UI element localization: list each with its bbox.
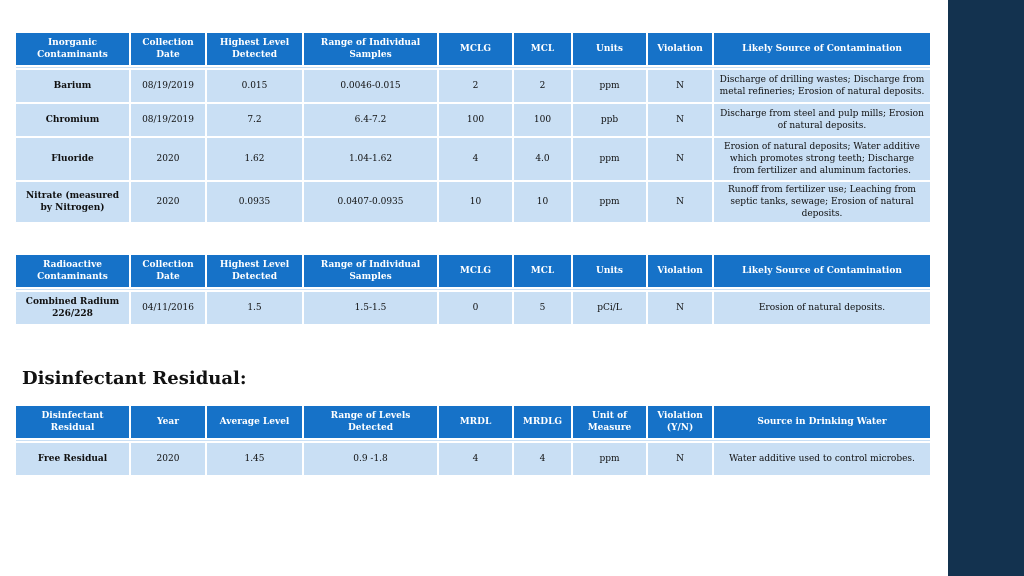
header-cell: Units [573, 255, 646, 287]
table-cell: 6.4-7.2 [304, 104, 437, 136]
header-cell: Average Level [207, 406, 302, 438]
table-cell: N [648, 70, 712, 102]
table-row [16, 104, 930, 136]
disinfectant-residual-table [14, 404, 932, 477]
table-cell: ppm [573, 138, 646, 180]
header-cell: Likely Source of Contamination [714, 33, 930, 65]
header-cell: Units [573, 33, 646, 65]
table-cell: 0 [439, 292, 512, 324]
header-cell: Disinfectant Residual [16, 406, 129, 438]
table-cell: pCi/L [573, 292, 646, 324]
table-cell: Discharge of drilling wastes; Discharge from metal refineries; Erosion of natural deposits. [714, 70, 930, 102]
table-cell: N [648, 104, 712, 136]
header-cell: Highest Level Detected [207, 33, 302, 65]
table-cell: 08/19/2019 [131, 70, 205, 102]
header-cell: Source in Drinking Water [714, 406, 930, 438]
table-cell: 4 [439, 443, 512, 475]
table-header-row [16, 255, 930, 287]
table-cell: 08/19/2019 [131, 104, 205, 136]
table-cell: Discharge from steel and pulp mills; Erosion of natural deposits. [714, 104, 930, 136]
table-header-row [16, 406, 930, 438]
table-cell: Barium [16, 70, 129, 102]
table-cell: Combined Radium 226/228 [16, 292, 129, 324]
header-cell: Range of Levels Detected [304, 406, 437, 438]
header-cell: Likely Source of Contamination [714, 255, 930, 287]
table-cell: 0.0046-0.015 [304, 70, 437, 102]
table-cell: ppm [573, 443, 646, 475]
header-cell: Range of Individual Samples [304, 33, 437, 65]
table-cell: 0.0935 [207, 182, 302, 222]
table-cell: 1.45 [207, 443, 302, 475]
table-cell: 0.0407-0.0935 [304, 182, 437, 222]
table-cell: N [648, 182, 712, 222]
table-cell: N [648, 443, 712, 475]
header-cell: Collection Date [131, 33, 205, 65]
inorganic-contaminants-table [14, 31, 932, 224]
table-cell: 04/11/2016 [131, 292, 205, 324]
table-cell: 4 [514, 443, 571, 475]
header-cell: Violation (Y/N) [648, 406, 712, 438]
table-cell: N [648, 292, 712, 324]
sidebar-decoration [948, 0, 1024, 576]
header-cell: Inorganic Contaminants [16, 33, 129, 65]
header-cell: Year [131, 406, 205, 438]
header-cell: Collection Date [131, 255, 205, 287]
table-cell: 4.0 [514, 138, 571, 180]
header-cell: MRDLG [514, 406, 571, 438]
table-cell: 2020 [131, 138, 205, 180]
table-cell: 2020 [131, 443, 205, 475]
table-cell: Erosion of natural deposits. [714, 292, 930, 324]
table-cell: Nitrate (measured by Nitrogen) [16, 182, 129, 222]
table-header-row [16, 33, 930, 65]
table-row [16, 443, 930, 475]
table-cell: 4 [439, 138, 512, 180]
header-cell: Radioactive Contaminants [16, 255, 129, 287]
table-cell: 2 [439, 70, 512, 102]
table-cell: 1.04-1.62 [304, 138, 437, 180]
table-cell: 100 [439, 104, 512, 136]
table-cell: 1.5 [207, 292, 302, 324]
table-cell: 2 [514, 70, 571, 102]
table-cell: 1.5-1.5 [304, 292, 437, 324]
table-cell: Erosion of natural deposits; Water additive which promotes strong teeth; Discharge from fertilizer and aluminum factories. [714, 138, 930, 180]
header-cell: MRDL [439, 406, 512, 438]
table-cell: Runoff from fertilizer use; Leaching from septic tanks, sewage; Erosion of natural deposits. [714, 182, 930, 222]
header-cell: Range of Individual Samples [304, 255, 437, 287]
table-cell: 1.62 [207, 138, 302, 180]
header-cell: MCL [514, 33, 571, 65]
table-cell: 0.015 [207, 70, 302, 102]
table-cell: 2020 [131, 182, 205, 222]
header-cell: Violation [648, 33, 712, 65]
table-cell: Free Residual [16, 443, 129, 475]
table-cell: N [648, 138, 712, 180]
header-cell: Unit of Measure [573, 406, 646, 438]
table-cell: 7.2 [207, 104, 302, 136]
table-cell: ppm [573, 182, 646, 222]
header-cell: Highest Level Detected [207, 255, 302, 287]
header-cell: Violation [648, 255, 712, 287]
table-cell: ppm [573, 70, 646, 102]
table-cell: 10 [514, 182, 571, 222]
table-cell: 0.9 -1.8 [304, 443, 437, 475]
table-cell: 100 [514, 104, 571, 136]
section-title: Disinfectant Residual: [22, 368, 247, 389]
header-cell: MCLG [439, 255, 512, 287]
table-row [16, 182, 930, 222]
table-row [16, 70, 930, 102]
table-cell: Chromium [16, 104, 129, 136]
table-cell: Fluoride [16, 138, 129, 180]
radioactive-contaminants-table [14, 253, 932, 326]
table-cell: 10 [439, 182, 512, 222]
table-row [16, 138, 930, 180]
table-cell: ppb [573, 104, 646, 136]
header-cell: MCL [514, 255, 571, 287]
header-cell: MCLG [439, 33, 512, 65]
table-row [16, 292, 930, 324]
table-cell: 5 [514, 292, 571, 324]
table-cell: Water additive used to control microbes. [714, 443, 930, 475]
